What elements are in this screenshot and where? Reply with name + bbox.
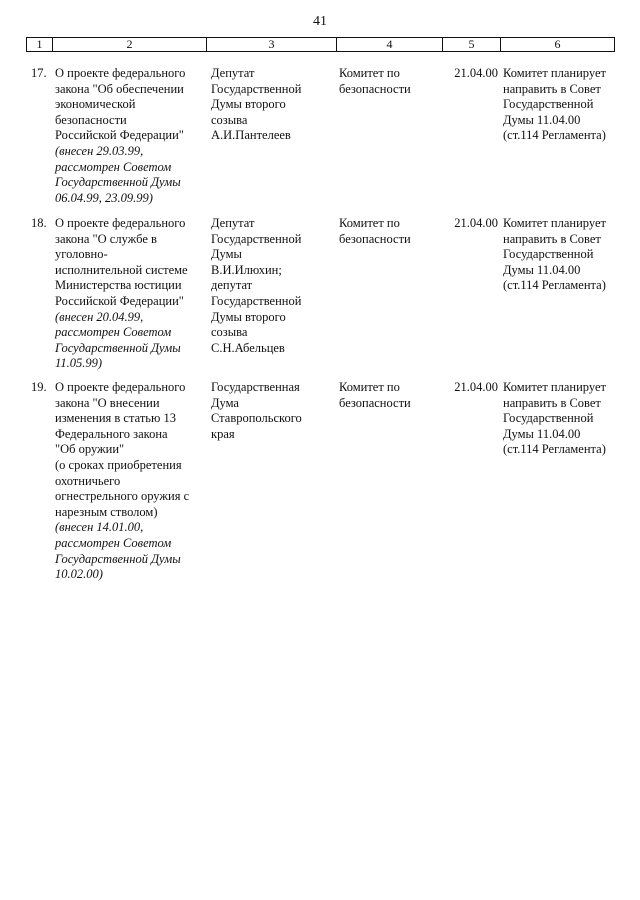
bill-author-line: депутат [211,278,253,293]
bill-action-line: Комитет планирует [503,66,606,80]
bill-committee [339,216,441,247]
bill-date: 21.04.00 [454,66,498,80]
bill-title-line: закона "Об обеспечении [55,81,184,96]
bill-committee-line: безопасности [339,395,411,410]
bill-author-line: Думы второго [211,309,286,324]
bill-committee [339,66,441,97]
bill-note-line: 11.05.99) [55,356,102,371]
bill-action-line: Думы 11.04.00 [503,112,581,127]
bill-action-line: (ст.114 Регламента) [503,278,606,293]
bill-note-line: рассмотрен Советом [55,159,172,174]
bill-author-line: С.Н.Абельцев [211,340,285,355]
bill-author-line: края [211,426,235,441]
column-header-5: 5 [443,38,501,52]
bill-note-line: рассмотрен Советом [55,535,172,550]
bill-action-line: (ст.114 Регламента) [503,442,606,457]
bill-action [503,66,621,144]
bill-author-line: Думы [211,247,242,262]
bill-note-line: (внесен 14.01.00, [55,520,144,535]
bill-author-line: Государственной [211,293,302,308]
entry-number: 18. [31,216,47,230]
bill-title-line: огнестрельного оружия с [55,489,190,504]
bill-note-line: (внесен 29.03.99, [55,143,144,158]
bill-note-line: 06.04.99, 23.09.99) [55,190,153,205]
entry-number: 19. [31,380,47,394]
bill-note-line: рассмотрен Советом [55,325,172,340]
column-header-table [26,37,615,52]
bill-action-line: Думы 11.04.00 [503,262,581,277]
column-header-4: 4 [337,38,443,52]
bill-committee-line: Комитет по [339,380,400,394]
bill-title-line: экономической [55,97,136,112]
bill-note-line: 10.02.00) [55,567,103,582]
bill-author-line: Государственной [211,81,302,96]
bill-action-line: направить в Совет [503,231,601,246]
bill-date: 21.04.00 [454,216,498,230]
bill-author-line: Депутат [211,66,255,80]
bill-author-line: созыва [211,325,248,340]
bill-action-line: (ст.114 Регламента) [503,128,606,143]
bill-note-line: Государственной Думы [55,175,181,190]
bill-action-line: Государственной [503,97,594,112]
bill-title-line: Российской Федерации" [55,293,184,308]
bill-author-line: Ставропольского [211,411,302,426]
bill-title-line: О проекте федерального [55,66,186,80]
bill-author-line: созыва [211,112,248,127]
entry-number: 17. [31,66,47,80]
bill-committee-line: безопасности [339,231,411,246]
bill-title-line: Российской Федерации" [55,128,184,143]
bill-title [55,380,205,583]
bill-action-line: Думы 11.04.00 [503,426,581,441]
bill-author [211,380,333,442]
column-header-row [27,38,615,52]
bill-title-line: (о сроках приобретения [55,457,182,472]
bill-title-line: закона "О службе в [55,231,157,246]
bill-title [55,66,205,206]
bill-title-line: безопасности [55,112,127,127]
bill-date: 21.04.00 [454,380,498,394]
bill-title-line: нарезным стволом) [55,504,158,519]
bill-committee-line: Комитет по [339,66,400,80]
bill-author-line: Думы второго [211,97,286,112]
bill-author-line: В.И.Илюхин; [211,262,282,277]
bill-title-line: "Об оружии" [55,442,125,457]
bill-committee [339,380,441,411]
bill-author [211,216,333,356]
bill-committee-line: безопасности [339,81,411,96]
bill-author-line: А.И.Пантелеев [211,128,291,143]
bill-action-line: направить в Совет [503,81,601,96]
bill-action-line: Государственной [503,411,594,426]
bill-action-line: направить в Совет [503,395,601,410]
bill-title-line: Министерства юстиции [55,278,182,293]
bill-title-line: О проекте федерального [55,216,186,230]
bill-author-line: Депутат [211,216,255,230]
bill-author-line: Дума [211,395,239,410]
bill-note-line: Государственной Думы [55,551,181,566]
bill-action-line: Комитет планирует [503,380,606,394]
column-header-3: 3 [207,38,337,52]
bill-title-line: О проекте федерального [55,380,186,394]
bill-title-line: Федерального закона [55,426,168,441]
bill-committee-line: Комитет по [339,216,400,230]
bill-action-line: Государственной [503,247,594,262]
bill-author-line: Государственной [211,231,302,246]
bill-action [503,380,621,458]
bill-title-line: охотничьего [55,473,121,488]
column-header-1: 1 [27,38,53,52]
bill-author [211,66,333,144]
bill-title-line: уголовно- [55,247,108,262]
bill-note-line: (внесен 20.04.99, [55,309,144,324]
bill-title-line: изменения в статью 13 [55,411,176,426]
bill-title [55,216,205,372]
bill-author-line: Государственная [211,380,300,394]
bill-action-line: Комитет планирует [503,216,606,230]
page-number: 41 [313,14,327,29]
column-header-6: 6 [501,38,615,52]
column-header-2: 2 [53,38,207,52]
bill-title-line: закона "О внесении [55,395,160,410]
bill-title-line: исполнительной системе [55,262,188,277]
bill-note-line: Государственной Думы [55,340,181,355]
bill-action [503,216,621,294]
